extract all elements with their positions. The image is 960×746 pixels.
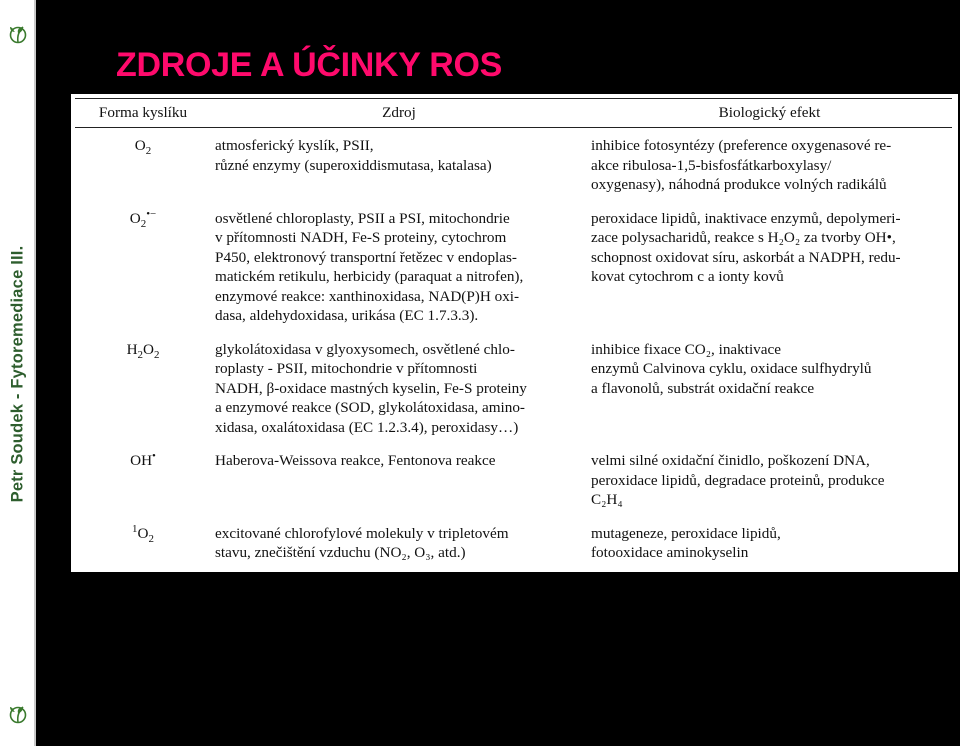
source-cell [211, 209, 587, 340]
source-cell [211, 128, 587, 209]
source-line: dasa, aldehydoxidasa, urikása (EC 1.7.3.3). [215, 307, 479, 324]
effect-cell [587, 524, 952, 577]
effect-line: akce ribulosa-1,5-bisfosfátkarboxylasy/ [591, 156, 832, 174]
slide-title: ZDROJE A ÚČINKY ROS [116, 46, 502, 84]
source-line: xidasa, oxalátoxidasa (EC 1.2.3.4), peroxidasy…) [215, 418, 519, 436]
table-row [75, 451, 952, 524]
source-line: matickém retikulu, herbicidy (paraquat a nitrofen), [215, 268, 524, 285]
effect-cell [587, 451, 952, 524]
sidebar [0, 0, 36, 746]
effect-line: mutageneze, peroxidace lipidů, [591, 524, 781, 542]
effect-line: inhibice fixace CO₂, inaktivace [591, 340, 781, 358]
effect-line: peroxidace lipidů, inaktivace enzymů, depolymeri- [591, 209, 901, 227]
source-line: různé enzymy (superoxiddismutasa, katalasa) [215, 156, 492, 174]
oxygen-form-cell: $O_2$ [134, 137, 152, 158]
table-header-row [75, 99, 952, 128]
column-header-form: Forma kyslíku [98, 104, 188, 122]
column-header-source: Zdroj [382, 104, 416, 122]
table-row [75, 209, 952, 340]
effect-line: enzymů Calvinova cyklu, oxidace sulfhydrylů [591, 360, 872, 377]
source-line: atmosferický kyslík, PSII, [215, 137, 374, 154]
effect-line: fotooxidace aminokyselin [591, 544, 749, 561]
source-cell [211, 524, 587, 577]
table-row [75, 128, 952, 209]
leaf-logo-icon [8, 702, 28, 724]
effect-line: oxygenasy), náhodná produkce volných radikálů [591, 176, 887, 193]
oxygen-form-cell: $O_2^{•-}$ [129, 207, 157, 230]
vertical-footer-text: Petr Soudek - Fytoremediace III. [8, 245, 27, 503]
ros-table-container [71, 94, 958, 572]
source-line: v přítomnosti NADH, Fe-S proteiny, cytochrom [215, 229, 507, 246]
source-line: NADH, β-oxidace mastných kyselin, Fe-S proteiny [215, 379, 527, 397]
source-line: enzymové reakce: xanthinoxidasa, NAD(P)H oxi- [215, 287, 520, 305]
effect-line: a flavonolů, substrát oxidační reakce [591, 379, 815, 397]
source-line: a enzymové reakce (SOD, glykolátoxidasa, amino- [215, 399, 525, 416]
source-line: osvětlené chloroplasty, PSII a PSI, mitochondrie [215, 209, 510, 227]
source-line: excitované chlorofylové molekuly v tripletovém [215, 524, 509, 542]
effect-cell [587, 128, 952, 209]
column-header-effect: Biologický efekt [718, 104, 821, 122]
ros-table [75, 98, 952, 577]
effect-line: velmi silné oxidační činidlo, poškození DNA, [591, 452, 870, 469]
leaf-logo-icon [8, 22, 28, 44]
oxygen-form-cell: OH• [130, 449, 156, 469]
effect-cell [587, 340, 952, 452]
source-line: stavu, znečištění vzduchu (NO₂, O₃, atd.) [215, 544, 466, 561]
effect-line: C₂H₄ [591, 491, 623, 508]
effect-line: inhibice fotosyntézy (preference oxygenasové re- [591, 137, 892, 154]
table-row [75, 340, 952, 452]
effect-cell [587, 209, 952, 340]
table-row [75, 524, 952, 577]
oxygen-form-cell: $^1O_2$ [132, 522, 154, 545]
source-line: roplasty - PSII, mitochondrie v přítomnosti [215, 360, 478, 377]
effect-line: kovat cytochrom c a ionty kovů [591, 268, 784, 285]
source-line: Haberova-Weissova reakce, Fentonova reakce [215, 452, 496, 469]
source-line: glykolátoxidasa v glyoxysomech, osvětlené chlo- [215, 340, 515, 358]
effect-line: zace polysacharidů, reakce s H₂O₂ za tvorby OH•, [591, 229, 896, 246]
effect-line: peroxidace lipidů, degradace proteinů, produkce [591, 471, 885, 489]
source-cell [211, 340, 587, 452]
effect-line: schopnost oxidovat síru, askorbát a NADPH, redu- [591, 248, 901, 266]
source-cell [211, 451, 587, 524]
source-line: P450, elektronový transportní řetězec v endoplas- [215, 248, 517, 266]
oxygen-form-cell: $H_2O_2$ [126, 340, 160, 361]
